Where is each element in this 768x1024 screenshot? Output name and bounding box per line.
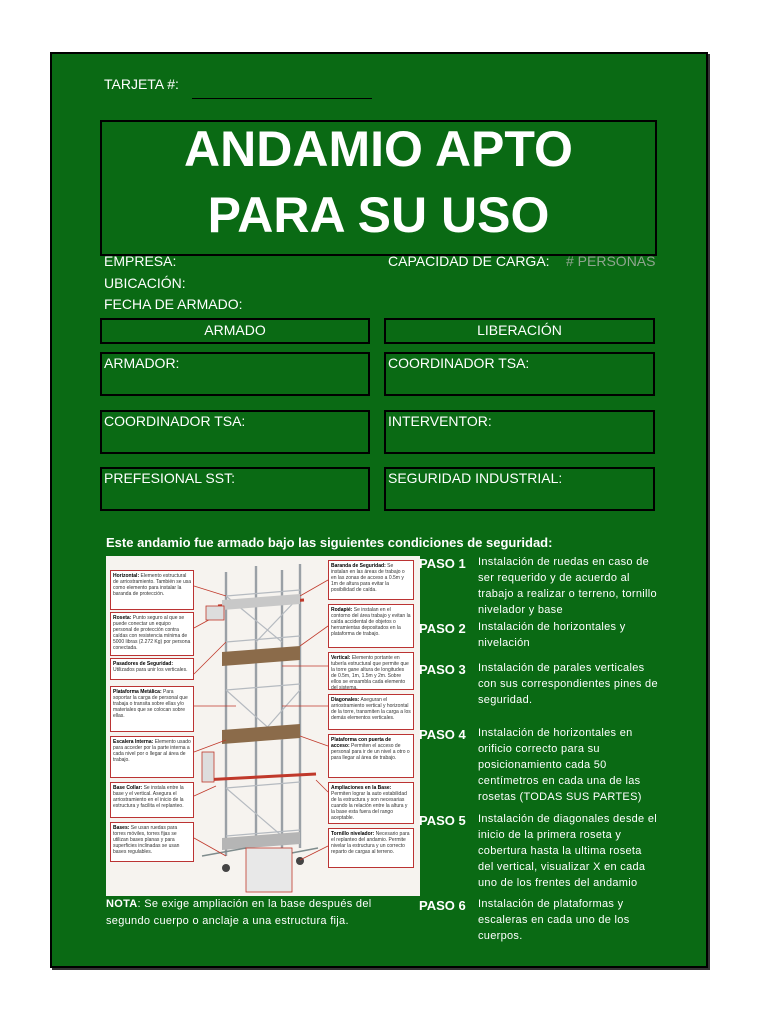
figure-note-text: Elemento portante en tubería estructural que permite que la torre gane altura de longitudes de 0.5m, 1m, 1.5m y 2m. Sobre ellos se ensambla cada elemento del sistema. bbox=[331, 655, 409, 691]
step-description: Instalación de parales verticales con sus correspondientes pines de seguridad. bbox=[478, 662, 658, 706]
figure-note-right bbox=[328, 604, 414, 648]
figure-note-left bbox=[110, 782, 194, 818]
scaffold-diagram bbox=[106, 556, 420, 896]
profesional-sst-box bbox=[100, 467, 370, 511]
step-description: Instalación de diagonales desde el inicio de la primera roseta y cobertura hasta la ultima roseta del vertical, visualizar X en cada uno de los frentes del andamio bbox=[478, 813, 657, 889]
figure-note-text: Punto seguro al que se puede conectar un equipo personal de protección contra caídas con resistencia mínima de 5000 libras (2.272 Kg) por persona conectada. bbox=[113, 615, 191, 651]
figure-note-left bbox=[110, 612, 194, 656]
figure-note-text: Elemento usado para acceder por la parte interna a cada nivel por o llegar al área de trabajo. bbox=[113, 739, 191, 763]
armador-label: ARMADOR: bbox=[104, 355, 180, 371]
figure-note-right bbox=[328, 694, 414, 730]
figure-note-text: Se instalan en el contorno del área trabajo y evitan la caída accidental de objetos o herramientas depositados en la plataforma de trabajo. bbox=[331, 607, 411, 637]
step-label: PASO 2 bbox=[419, 621, 466, 636]
figure-note-title: Roseta: bbox=[113, 615, 132, 621]
capacidad-label: CAPACIDAD DE CARGA: bbox=[388, 253, 550, 269]
step-label: PASO 3 bbox=[419, 662, 466, 677]
figure-note-title: Bases: bbox=[113, 825, 130, 831]
scaffold-tag-card bbox=[50, 52, 708, 968]
figure-note-right bbox=[328, 734, 414, 778]
step-description: Instalación de horizontales y nivelación bbox=[478, 621, 626, 649]
figure-note-title: Tornillo nivelador: bbox=[331, 831, 375, 837]
figure-note-right bbox=[328, 828, 414, 868]
tarjeta-label: TARJETA #: bbox=[104, 76, 179, 92]
armador-box bbox=[100, 352, 370, 396]
figure-note-title: Rodapié: bbox=[331, 607, 353, 613]
figure-note-title: Horizontal: bbox=[113, 573, 140, 579]
figure-note-left bbox=[110, 570, 194, 610]
figure-note-title: Vertical: bbox=[331, 655, 351, 661]
figure-note-text: Se instala entre la base y el vertical. Asegura el arriostramiento en el inicio de la estructura y facilita el replanteo. bbox=[113, 785, 184, 809]
coordinador-tsa-label: COORDINADOR TSA: bbox=[104, 413, 246, 429]
figure-note-title: Escalera Interna: bbox=[113, 739, 154, 745]
fecha-label: FECHA DE ARMADO: bbox=[104, 296, 243, 312]
armado-header: ARMADO bbox=[100, 318, 370, 344]
figure-note-title: Pasadores de Seguridad: bbox=[113, 661, 174, 667]
title-box bbox=[100, 120, 657, 256]
figure-note-text: Elemento estructural de arriostramiento. También se usa como elemento para instalar la baranda de protección. bbox=[113, 573, 192, 597]
coordinador-tsa-box bbox=[100, 410, 370, 454]
figure-note-text: Utilizados para unir los verticales. bbox=[113, 667, 188, 673]
coordinador-tsa-release-box bbox=[384, 352, 655, 396]
figure-note-title: Base Collar: bbox=[113, 785, 143, 791]
step-description: Instalación de plataformas y escaleras en cada uno de los cuerpos. bbox=[478, 898, 630, 942]
figure-note-right bbox=[328, 652, 414, 690]
figure-note-title: Ampliaciones en la Base: bbox=[331, 785, 392, 791]
ubicacion-label: UBICACIÓN: bbox=[104, 275, 186, 291]
figure-note-right bbox=[328, 560, 414, 600]
liberacion-header: LIBERACIÓN bbox=[384, 318, 655, 344]
capacidad-placeholder: # PERSONAS bbox=[566, 253, 656, 269]
figure-note-text: Se usan ruedas para torres móviles, torres fijas se utilizan bases planas y para superficies inclinadas se usan bases regulables. bbox=[113, 825, 180, 855]
figure-note-title: Plataforma con puerta de acceso: bbox=[331, 737, 392, 749]
interventor-box bbox=[384, 410, 655, 454]
nota-block bbox=[106, 896, 396, 930]
coordinador-tsa-release-label: COORDINADOR TSA: bbox=[388, 355, 530, 371]
step-label: PASO 4 bbox=[419, 727, 466, 742]
nota-label: NOTA bbox=[106, 898, 138, 910]
figure-note-left bbox=[110, 736, 194, 778]
interventor-label: INTERVENTOR: bbox=[388, 413, 492, 429]
step-description: Instalación de horizontales en orificio correcto para su posicionamiento cada 50 centímetros en cada una de las rosetas (TODAS SUS PARTES) bbox=[478, 727, 642, 803]
figure-note-left bbox=[110, 822, 194, 862]
tarjeta-number-line bbox=[192, 98, 372, 99]
step-label: PASO 6 bbox=[419, 898, 466, 913]
seguridad-industrial-label: SEGURIDAD INDUSTRIAL: bbox=[388, 470, 563, 486]
title-line-2: PARA SU USO bbox=[207, 187, 550, 243]
figure-note-title: Baranda de Seguridad: bbox=[331, 563, 386, 569]
figure-note-title: Diagonales: bbox=[331, 697, 360, 703]
title-line-1: ANDAMIO APTO bbox=[184, 121, 573, 177]
figure-note-text: Aseguran el arriostramiento vertical y horizontal de la torre, transmiten la carga a los demás elementos verticales. bbox=[331, 697, 411, 721]
empresa-label: EMPRESA: bbox=[104, 253, 177, 269]
figure-note-left bbox=[110, 658, 194, 680]
figure-note-text: Permiten lograr la auto estabilidad de la estructura y son necesarias cuando la relación entre la altura y la base esta fuera del rango aceptable. bbox=[331, 791, 408, 821]
figure-note-text: Para soportar la carga de personal que trabaja o transita sobre ellas y/o materiales que se colocan sobre ellas. bbox=[113, 689, 188, 719]
figure-note-left bbox=[110, 686, 194, 732]
figure-note-text: Permiten el acceso de personal para ir de un nivel a otro o para llegar al área de trabajo. bbox=[331, 743, 410, 761]
step-label: PASO 5 bbox=[419, 813, 466, 828]
profesional-sst-label: PREFESIONAL SST: bbox=[104, 470, 235, 486]
figure-note-text: Necesario para el replanteo del andamio. Permite nivelar la estructura y un correcto reparto de cargas al terreno. bbox=[331, 831, 410, 855]
step-label: PASO 1 bbox=[419, 556, 466, 571]
figure-note-right bbox=[328, 782, 414, 824]
figure-note-title: Plataforma Metálica: bbox=[113, 689, 162, 695]
nota-text: : Se exige ampliación en la base después del segundo cuerpo o anclaje a una estructura fija. bbox=[106, 898, 372, 927]
figure-note-text: Se instalan en las áreas de trabajo o en las zonas de acceso a 0.5m y 1m de altura para evitar la posibilidad de caída. bbox=[331, 563, 405, 593]
conditions-heading: Este andamio fue armado bajo las siguientes condiciones de seguridad: bbox=[106, 535, 553, 550]
seguridad-industrial-box bbox=[384, 467, 655, 511]
step-description: Instalación de ruedas en caso de ser requerido y de acuerdo al trabajo a realizar o terreno, tornillo nivelador y base bbox=[478, 556, 657, 616]
